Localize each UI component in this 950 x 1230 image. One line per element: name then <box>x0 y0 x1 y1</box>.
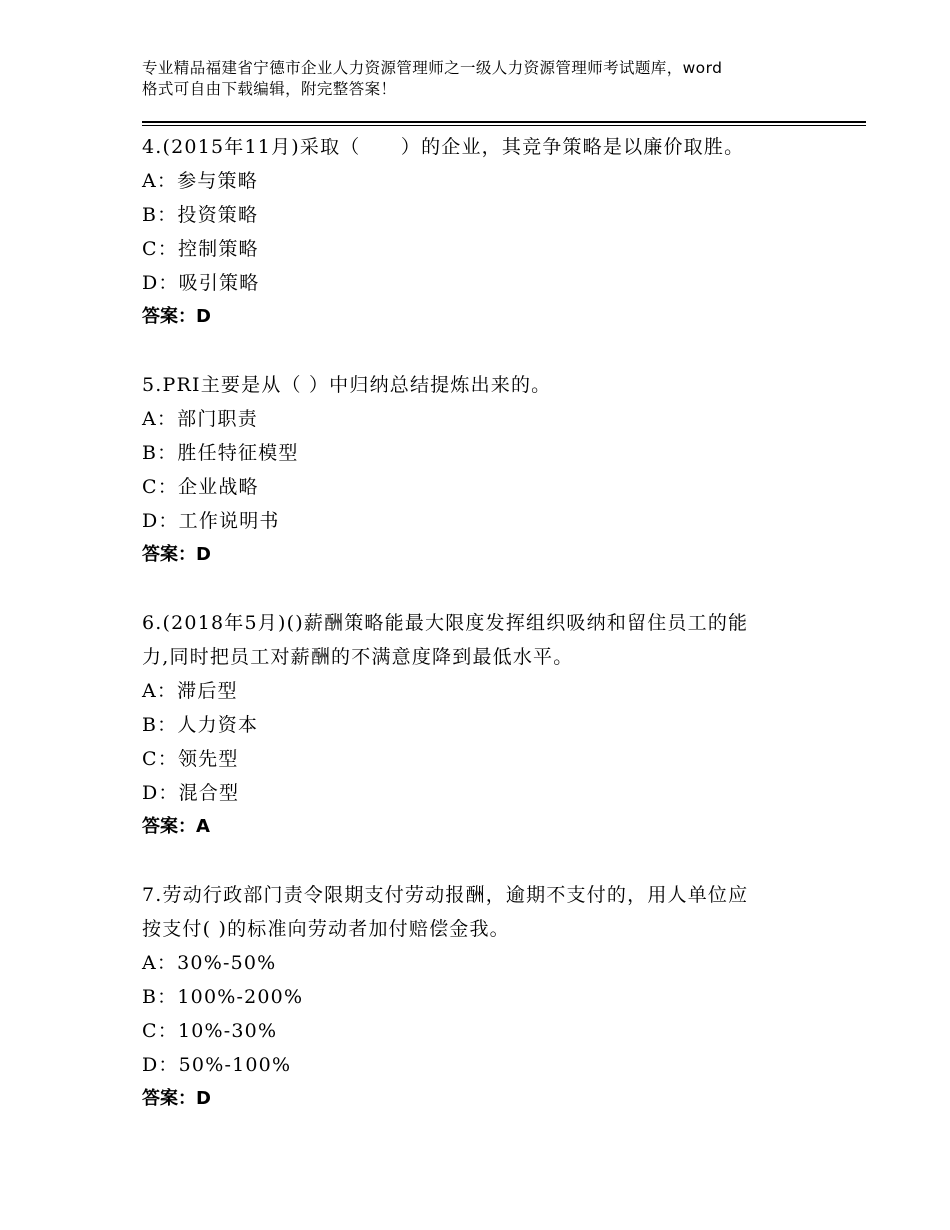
answer: 答案：D <box>142 1088 211 1109</box>
header-rule-thin <box>142 125 866 126</box>
header-rule-thick <box>142 121 866 123</box>
question-4 <box>142 130 832 334</box>
document-header <box>142 58 832 100</box>
option-b: B：投资策略 <box>142 204 259 226</box>
option-a: A：参与策略 <box>142 170 258 192</box>
option-a: A：30%-50% <box>142 952 277 974</box>
option-b: B：胜任特征模型 <box>142 442 299 464</box>
option-c: C：控制策略 <box>142 238 259 260</box>
question-text-line-2: 力,同时把员工对薪酬的不满意度降到最低水平。 <box>142 646 574 668</box>
header-line-2: 格式可自由下载编辑，附完整答案！ <box>142 80 397 98</box>
option-b: B：人力资本 <box>142 714 259 736</box>
question-7 <box>142 878 832 1116</box>
option-a: A：部门职责 <box>142 408 258 430</box>
question-text: 4.(2015年11月)采取（ ）的企业，其竞争策略是以廉价取胜。 <box>142 136 745 158</box>
question-text: 5.PRI主要是从（ ）中归纳总结提炼出来的。 <box>142 374 552 396</box>
option-d: D：工作说明书 <box>142 510 280 532</box>
answer: 答案：A <box>142 816 210 837</box>
question-5 <box>142 368 832 572</box>
question-text-line-1: 7.劳动行政部门责令限期支付劳动报酬，逾期不支付的，用人单位应 <box>142 884 749 906</box>
option-c: C：领先型 <box>142 748 239 770</box>
question-6 <box>142 606 832 844</box>
option-c: C：10%-30% <box>142 1020 278 1042</box>
option-d: D：混合型 <box>142 782 240 804</box>
option-d: D：50%-100% <box>142 1054 292 1076</box>
answer: 答案：D <box>142 544 211 565</box>
question-text-line-1: 6.(2018年5月)()薪酬策略能最大限度发挥组织吸纳和留住员工的能 <box>142 612 749 634</box>
option-b: B：100%-200% <box>142 986 304 1008</box>
option-d: D：吸引策略 <box>142 272 260 294</box>
option-a: A：滞后型 <box>142 680 238 702</box>
question-list <box>142 130 832 1150</box>
header-line-1: 专业精品福建省宁德市企业人力资源管理师之一级人力资源管理师考试题库，word <box>142 59 723 77</box>
answer: 答案：D <box>142 306 211 327</box>
question-text-line-2: 按支付( )的标准向劳动者加付赔偿金我。 <box>142 918 510 940</box>
option-c: C：企业战略 <box>142 476 259 498</box>
